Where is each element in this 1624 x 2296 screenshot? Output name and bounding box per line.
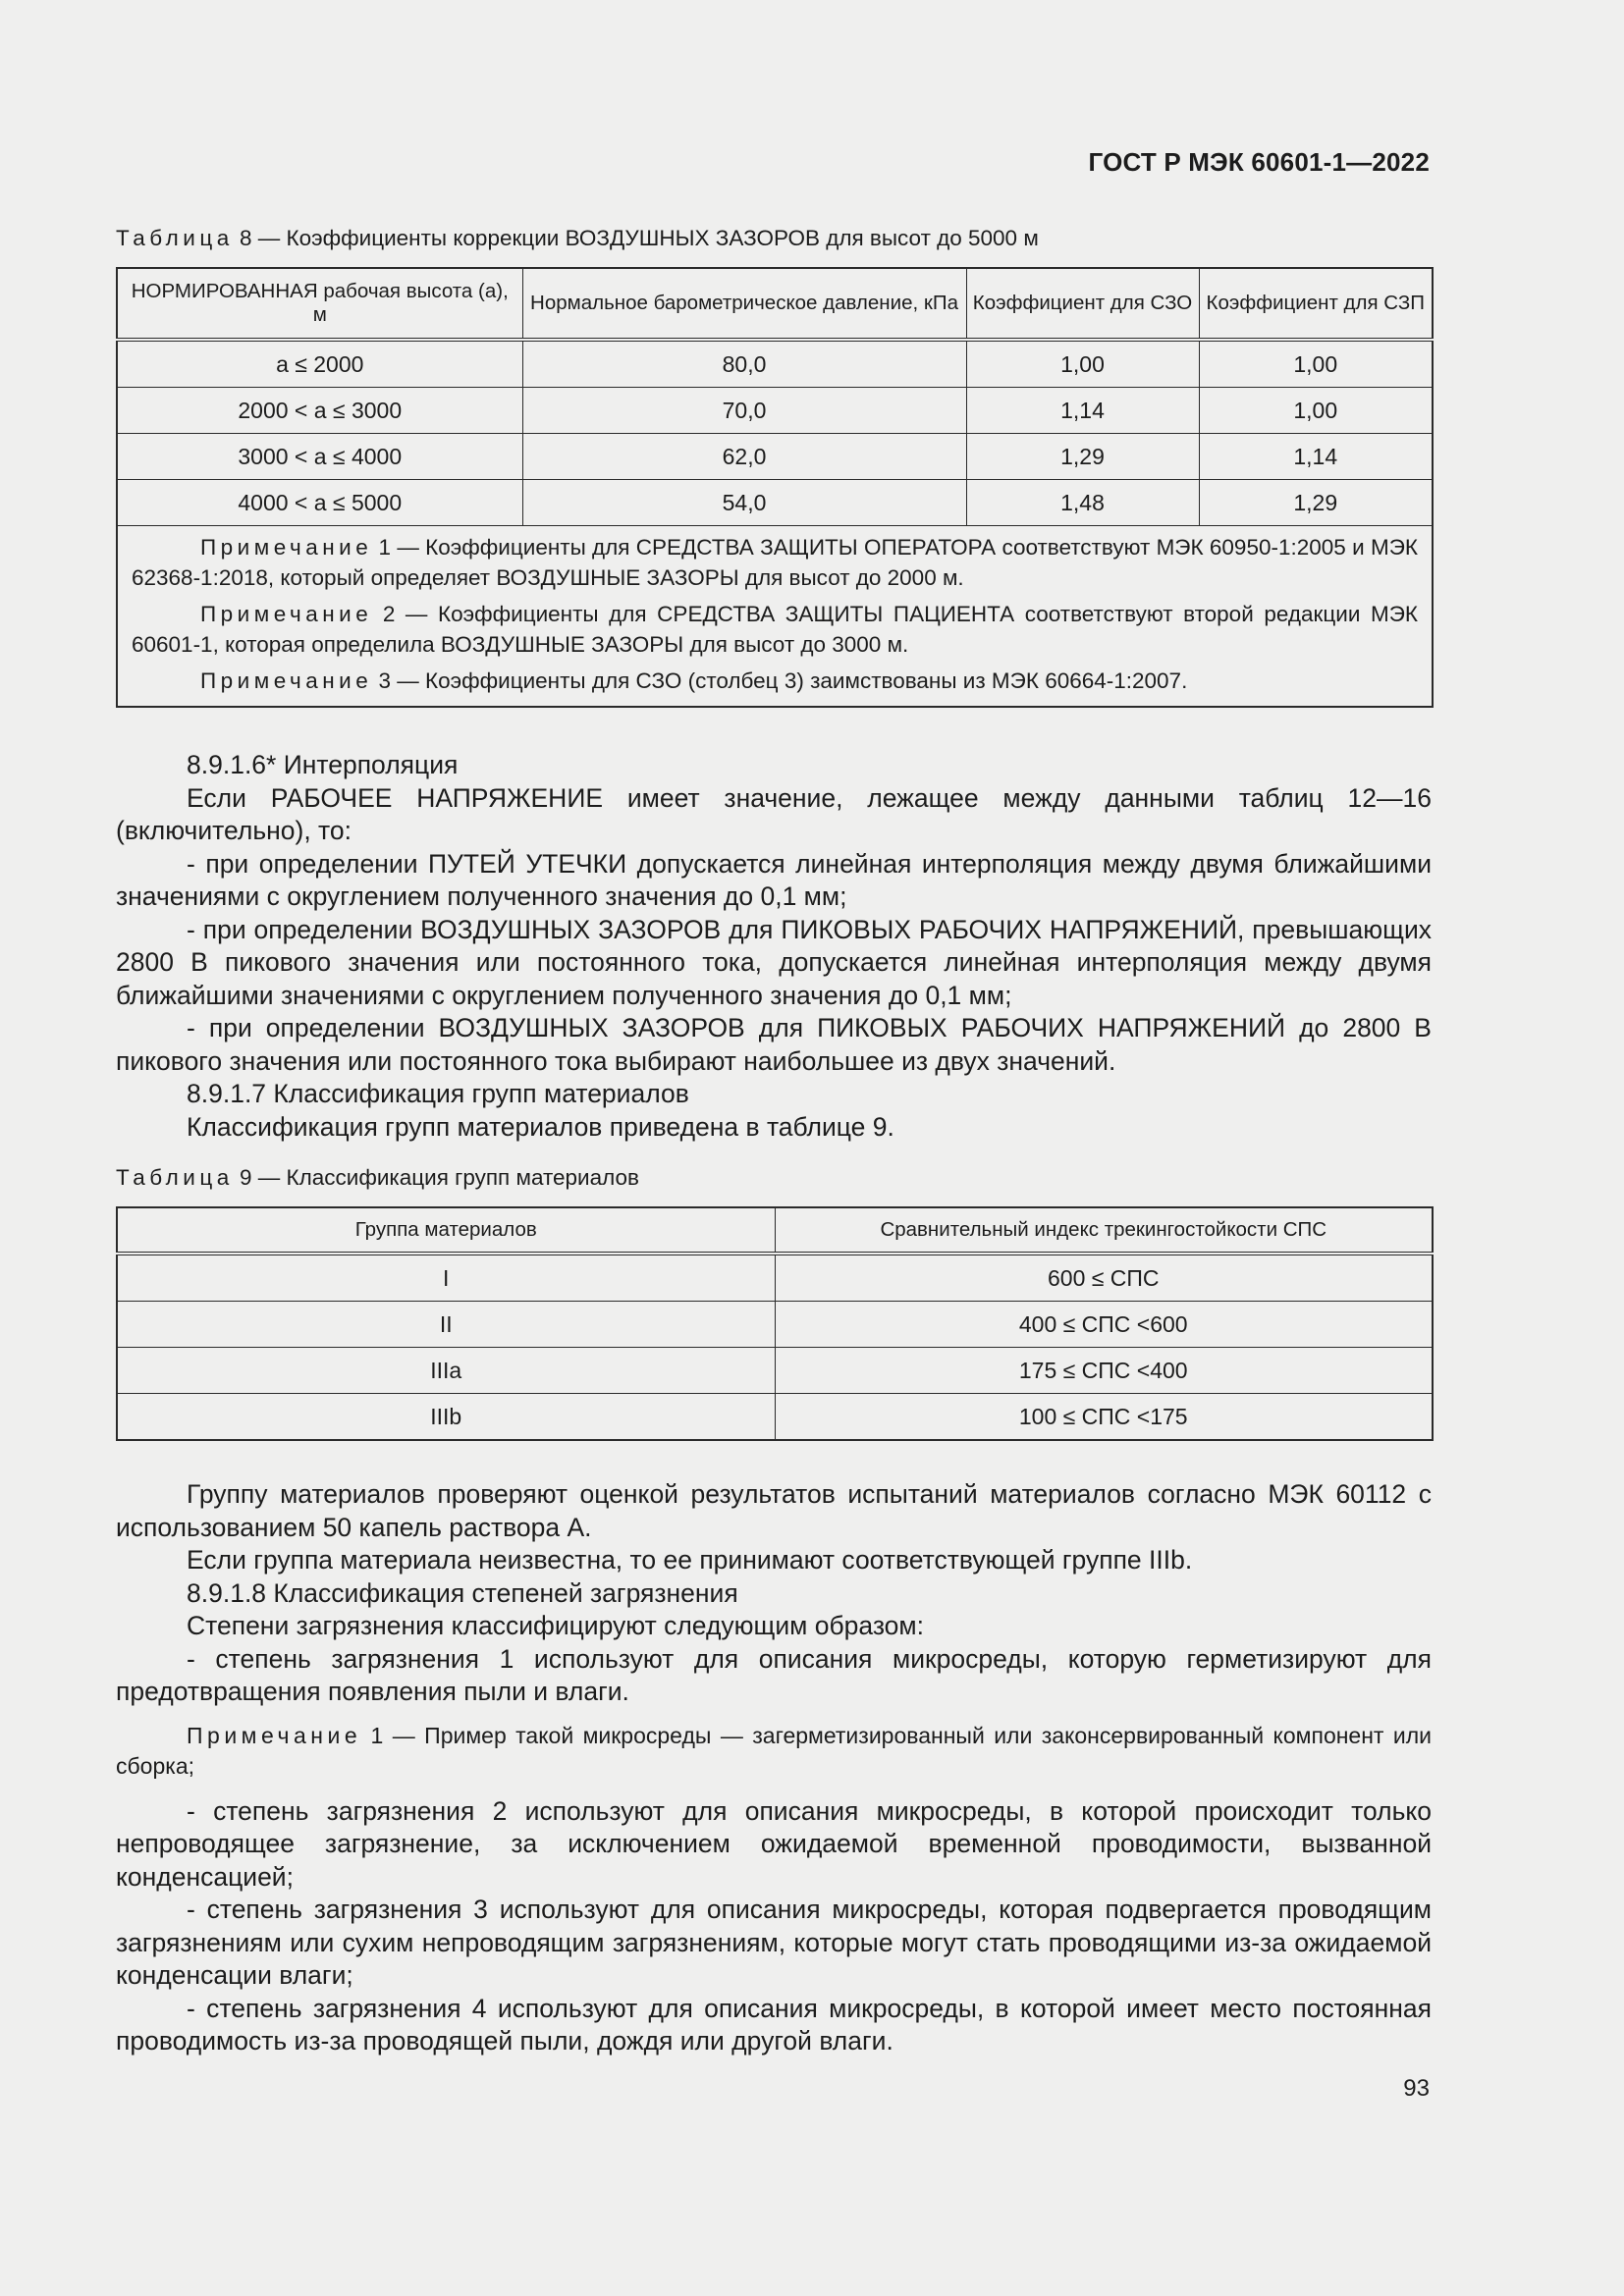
table8-notes-row (117, 526, 1433, 708)
table9-cell: 600 ≤ СПС (775, 1254, 1433, 1302)
table9-caption-text: 9 — Классификация групп материалов (233, 1165, 639, 1190)
table8-cell: 1,00 (966, 340, 1199, 388)
table9-header-cell: Группа материалов (117, 1207, 775, 1254)
note-text: 1 — Пример такой микросреды — загерметизированный или законсервированный компонент или сборка; (116, 1722, 1432, 1779)
note-label: Примечание (200, 602, 373, 626)
table8-caption-text: 8 — Коэффициенты коррекции ВОЗДУШНЫХ ЗАЗОРОВ для высот до 5000 м (233, 226, 1039, 250)
table8-cell: 1,29 (1199, 480, 1433, 526)
list-item: - степень загрязнения 2 используют для описания микросреды, в которой происходит только непроводящее загрязнение, за исключением ожидаемой временной проводимости, вызванной конденсацией; (116, 1795, 1432, 1892)
table9-cell: 100 ≤ СПС <175 (775, 1394, 1433, 1441)
table9-header-row (117, 1207, 1433, 1254)
paragraph: Если РАБОЧЕЕ НАПРЯЖЕНИЕ имеет значение, лежащее между данными таблиц 12—16 (включительно), то: (116, 782, 1432, 845)
section-interpolation (116, 749, 1432, 1144)
table9-row (117, 1394, 1433, 1441)
table9-cell: IIIb (117, 1394, 775, 1441)
table9-cell: 175 ≤ СПС <400 (775, 1348, 1433, 1394)
table8-cell: 2000 < а ≤ 3000 (117, 388, 522, 434)
table8-header-cell: НОРМИРОВАННАЯ рабочая высота (а), м (117, 268, 522, 340)
table8-note (132, 599, 1418, 660)
table8-notes (117, 526, 1433, 708)
table8-cell: а ≤ 2000 (117, 340, 522, 388)
table8-cell: 80,0 (522, 340, 966, 388)
table8-cell: 3000 < а ≤ 4000 (117, 434, 522, 480)
note (116, 1721, 1432, 1782)
table8-cell: 1,00 (1199, 388, 1433, 434)
table8-cell: 1,14 (1199, 434, 1433, 480)
list-item: - степень загрязнения 4 используют для описания микросреды, в которой имеет место постоянная проводимость из-за проводящей пыли, дождя или другой влаги. (116, 1993, 1432, 2056)
table8-cell: 1,14 (966, 388, 1199, 434)
table8 (116, 267, 1434, 708)
table8-row (117, 340, 1433, 388)
table8-header-cell: Коэффициент для СЗП (1199, 268, 1433, 340)
list-item: - при определении ВОЗДУШНЫХ ЗАЗОРОВ для ПИКОВЫХ РАБОЧИХ НАПРЯЖЕНИЙ до 2800 В пикового значения или постоянного тока выбирают наибольшее из двух значений. (116, 1013, 1432, 1076)
standard-header: ГОСТ Р МЭК 60601-1—2022 (1088, 147, 1430, 177)
table8-cell: 70,0 (522, 388, 966, 434)
table8-note (132, 532, 1418, 593)
table8-row (117, 434, 1433, 480)
paragraph: Степени загрязнения классифицируют следующим образом: (187, 1611, 924, 1640)
table9-row (117, 1302, 1433, 1348)
table9-caption-prefix: Таблица (116, 1165, 234, 1190)
paragraph: Группу материалов проверяют оценкой результатов испытаний материалов согласно МЭК 60112 с использованием 50 капель раствора А. (116, 1479, 1432, 1542)
page-number: 93 (1403, 2075, 1430, 2102)
table8-cell: 54,0 (522, 480, 966, 526)
list-item: - при определении ПУТЕЙ УТЕЧКИ допускается линейная интерполяция между двумя ближайшими значениями с округлением полученного значения до 0,1 мм; (116, 848, 1432, 911)
table8-header-row (117, 268, 1433, 340)
list-item: - степень загрязнения 3 используют для описания микросреды, которая подвергается проводящим загрязнениям или сухим непроводящим загрязнениям, которые могут стать проводящими из-за ожидаемой конденсации влаги; (116, 1895, 1432, 1990)
table8-header-cell: Коэффициент для СЗО (966, 268, 1199, 340)
section-heading: 8.9.1.6* Интерполяция (187, 750, 459, 779)
table8-cell: 1,29 (966, 434, 1199, 480)
table8-caption-prefix: Таблица (116, 226, 234, 250)
paragraph: Если группа материала неизвестна, то ее принимают соответствующей группе IIIb. (187, 1545, 1193, 1575)
table9-cell: II (117, 1302, 775, 1348)
table8-cell: 4000 < а ≤ 5000 (117, 480, 522, 526)
table8-row (117, 480, 1433, 526)
table8-row (117, 388, 1433, 434)
note-label: Примечание (187, 1722, 362, 1748)
table8-caption (116, 226, 1039, 251)
table8-note (132, 666, 1418, 696)
table9-row (117, 1254, 1433, 1302)
table8-cell: 62,0 (522, 434, 966, 480)
note-text: 1 — Коэффициенты для СРЕДСТВА ЗАЩИТЫ ОПЕРАТОРА соответствуют МЭК 60950-1:2005 и МЭК 62368-1:2018, который определяет ВОЗДУШНЫЕ ЗАЗОРЫ для высот до 2000 м. (132, 535, 1418, 590)
note-text: 3 — Коэффициенты для СЗО (столбец 3) заимствованы из МЭК 60664-1:2007. (372, 668, 1188, 693)
section-heading: 8.9.1.8 Классификация степеней загрязнения (187, 1577, 738, 1608)
table9-cell: IIIa (117, 1348, 775, 1394)
table9-cell: I (117, 1254, 775, 1302)
table9 (116, 1206, 1434, 1441)
table8-header-cell: Нормальное барометрическое давление, кПа (522, 268, 966, 340)
table9-caption (116, 1165, 639, 1191)
table9-header-cell: Сравнительный индекс трекингостойкости СПС (775, 1207, 1433, 1254)
table9-cell: 400 ≤ СПС <600 (775, 1302, 1433, 1348)
list-item: - при определении ВОЗДУШНЫХ ЗАЗОРОВ для ПИКОВЫХ РАБОЧИХ НАПРЯЖЕНИЙ, превышающих 2800 В пикового значения или постоянного тока, допускается линейная интерполяция между двумя ближайшими значениями с округлением полученного значения до 0,1 мм; (116, 914, 1432, 1010)
note-text: 2 — Коэффициенты для СРЕДСТВА ЗАЩИТЫ ПАЦИЕНТА соответствуют второй редакции МЭК 60601-1, которая определила ВОЗДУШНЫЕ ЗАЗОРЫ для высот до 3000 м. (132, 602, 1418, 657)
table9-row (117, 1348, 1433, 1394)
section-heading: 8.9.1.7 Классификация групп материалов (187, 1079, 689, 1108)
list-item: - степень загрязнения 1 используют для описания микросреды, которую герметизируют для предотвращения появления пыли и влаги. (116, 1643, 1432, 1706)
table8-cell: 1,48 (966, 480, 1199, 526)
paragraph: Классификация групп материалов приведена в таблице 9. (187, 1111, 894, 1142)
section-pollution (116, 1478, 1432, 2058)
note-label: Примечание (200, 668, 373, 693)
note-label: Примечание (200, 535, 373, 560)
table8-cell: 1,00 (1199, 340, 1433, 388)
